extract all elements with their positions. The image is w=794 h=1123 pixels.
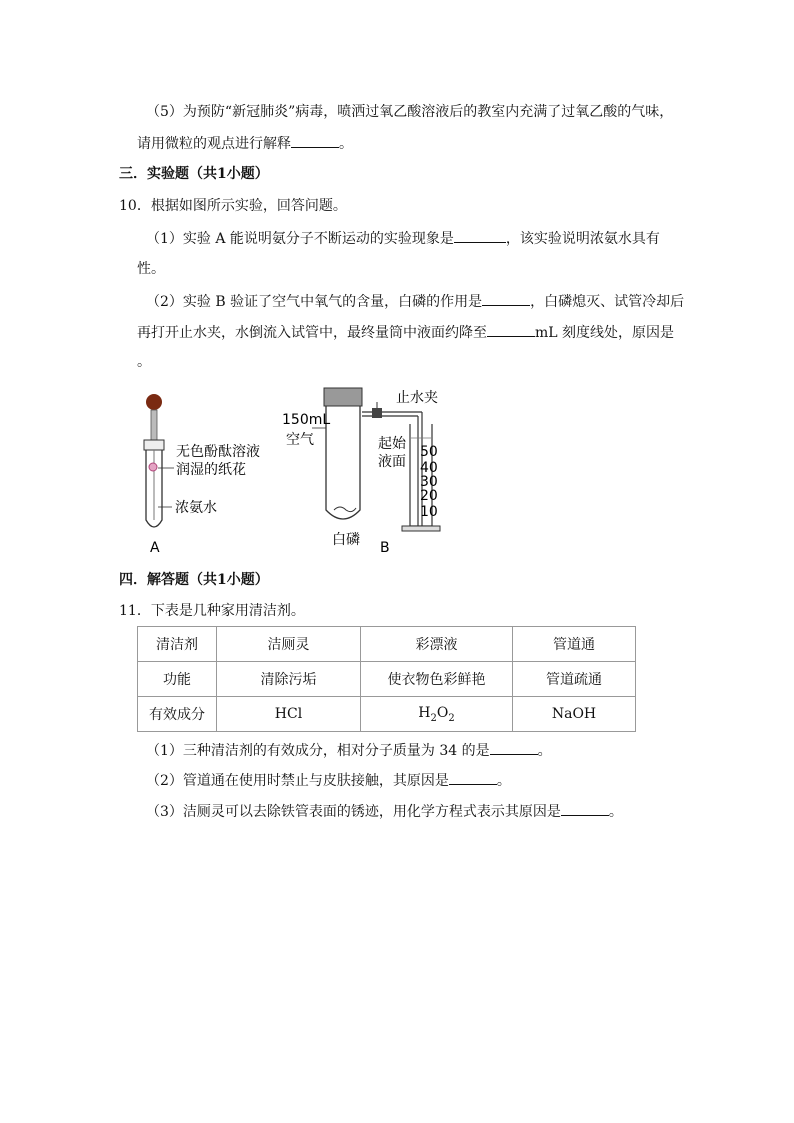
tick-20: 20 — [420, 488, 438, 504]
table-cell: 有效成分 — [138, 697, 217, 732]
label-a: A — [150, 540, 160, 556]
test-tube-b — [326, 406, 360, 519]
o-subscript: 2 — [448, 712, 455, 724]
tick-30: 30 — [420, 474, 438, 490]
tick-50: 50 — [420, 444, 438, 460]
experiment-figure — [120, 380, 460, 560]
dropper-bulb-icon — [146, 394, 162, 410]
cleaner-table — [137, 626, 636, 732]
table-cell: 洁厕灵 — [217, 627, 361, 662]
formula-h2o2 — [361, 697, 513, 732]
answer-blank[interactable] — [487, 322, 535, 337]
section-title-3: 三．实验题（共1小题） — [119, 166, 269, 182]
stopper-a — [144, 440, 164, 450]
label-paper-flower: 润湿的纸花 — [176, 462, 246, 478]
table-row — [138, 662, 636, 697]
label-phenolphthalein: 无色酚酞溶液 — [176, 444, 260, 460]
answer-blank[interactable] — [482, 291, 530, 306]
q11-stem: 11．下表是几种家用清洁剂。 — [119, 603, 305, 619]
label-start: 起始 — [378, 436, 406, 452]
h-symbol: H — [418, 704, 431, 721]
label-phosphorus: 白磷 — [332, 532, 360, 548]
q10-stem: 10．根据如图所示实验，回答问题。 — [119, 198, 347, 214]
h-subscript: 2 — [430, 712, 437, 724]
q11-p2-text: （2）管道通在使用时禁止与皮肤接触，其原因是 — [146, 773, 449, 789]
q11-p3-end: 。 — [608, 804, 623, 820]
q10-p2-text-after: ，白磷熄灭、试管冷却后 — [530, 294, 685, 310]
table-cell: 功能 — [138, 662, 217, 697]
q11-p1 — [146, 740, 552, 761]
q9-5-text1: （5）为预防“新冠肺炎”病毒，喷洒过氧乙酸溶液后的教室内充满了过氧乙酸的气味， — [146, 104, 674, 120]
cylinder-base — [402, 526, 440, 531]
label-b: B — [380, 540, 390, 556]
answer-blank[interactable] — [454, 228, 506, 243]
tick-40: 40 — [420, 460, 438, 476]
o-symbol: O — [436, 704, 449, 721]
q10-p2-text2-after: mL 刻度线处，原因是 — [535, 325, 675, 341]
clamp-icon[interactable] — [372, 408, 382, 418]
table-cell: NaOH — [513, 697, 636, 732]
apparatus-a — [144, 394, 260, 556]
table-cell: 清洁剂 — [138, 627, 217, 662]
q9-5-text2: 请用微粒的观点进行解释 — [137, 136, 291, 152]
answer-blank[interactable] — [561, 801, 609, 816]
label-150ml: 150mL — [282, 412, 331, 428]
apparatus-b — [282, 388, 440, 556]
q10-p2-text2: 再打开止水夹，水倒流入试管中，最终量筒中液面约降至 — [137, 325, 487, 341]
stopper-b — [324, 388, 362, 406]
q10-p2-line1 — [146, 291, 684, 312]
q11-p3-text: （3）洁厕灵可以去除铁管表面的锈迹，用化学方程式表示其原因是 — [146, 804, 561, 820]
q10-p1-text-after: ，该实验说明浓氨水具有 — [505, 231, 660, 247]
q11-p1-text: （1）三种清洁剂的有效成分，相对分子质量为 34 的是 — [146, 743, 490, 759]
q9-5-line2 — [137, 133, 353, 154]
q10-p1-line1 — [146, 228, 660, 249]
table-cell: 管道通 — [513, 627, 636, 662]
label-ammonia: 浓氨水 — [175, 500, 217, 516]
q9-5-end: 。 — [339, 136, 353, 152]
q10-p1-line2: 性。 — [137, 261, 165, 277]
label-air: 空气 — [286, 432, 314, 448]
table-cell: 彩漂液 — [361, 627, 513, 662]
table-cell: HCl — [217, 697, 361, 732]
q10-p2-text: （2）实验 B 验证了空气中氧气的含量，白磷的作用是 — [146, 294, 483, 310]
q11-p2 — [146, 770, 511, 791]
q10-p1-text: （1）实验 A 能说明氨分子不断运动的实验现象是 — [146, 231, 454, 247]
q11-p3 — [146, 801, 623, 822]
q10-p2-line3: 。 — [137, 354, 151, 370]
tick-10: 10 — [420, 504, 438, 520]
label-clamp: 止水夹 — [396, 390, 438, 406]
paper-flower-icon — [149, 463, 157, 471]
answer-blank[interactable] — [291, 133, 339, 148]
q10-p2-line2 — [137, 322, 674, 343]
answer-blank[interactable] — [490, 740, 538, 755]
q9-5-line1 — [146, 102, 673, 122]
white-phosphorus-icon — [334, 507, 356, 512]
table-row — [138, 627, 636, 662]
table-cell: 使衣物色彩鲜艳 — [361, 662, 513, 697]
table-cell: 清除污垢 — [217, 662, 361, 697]
table-cell: 管道疏通 — [513, 662, 636, 697]
table-row — [138, 697, 636, 732]
dropper-stem — [151, 410, 157, 442]
label-level: 液面 — [378, 454, 406, 470]
q11-p1-end: 。 — [537, 743, 552, 759]
q11-p2-end: 。 — [496, 773, 511, 789]
section-title-4: 四．解答题（共1小题） — [119, 572, 269, 588]
answer-blank[interactable] — [449, 770, 497, 785]
